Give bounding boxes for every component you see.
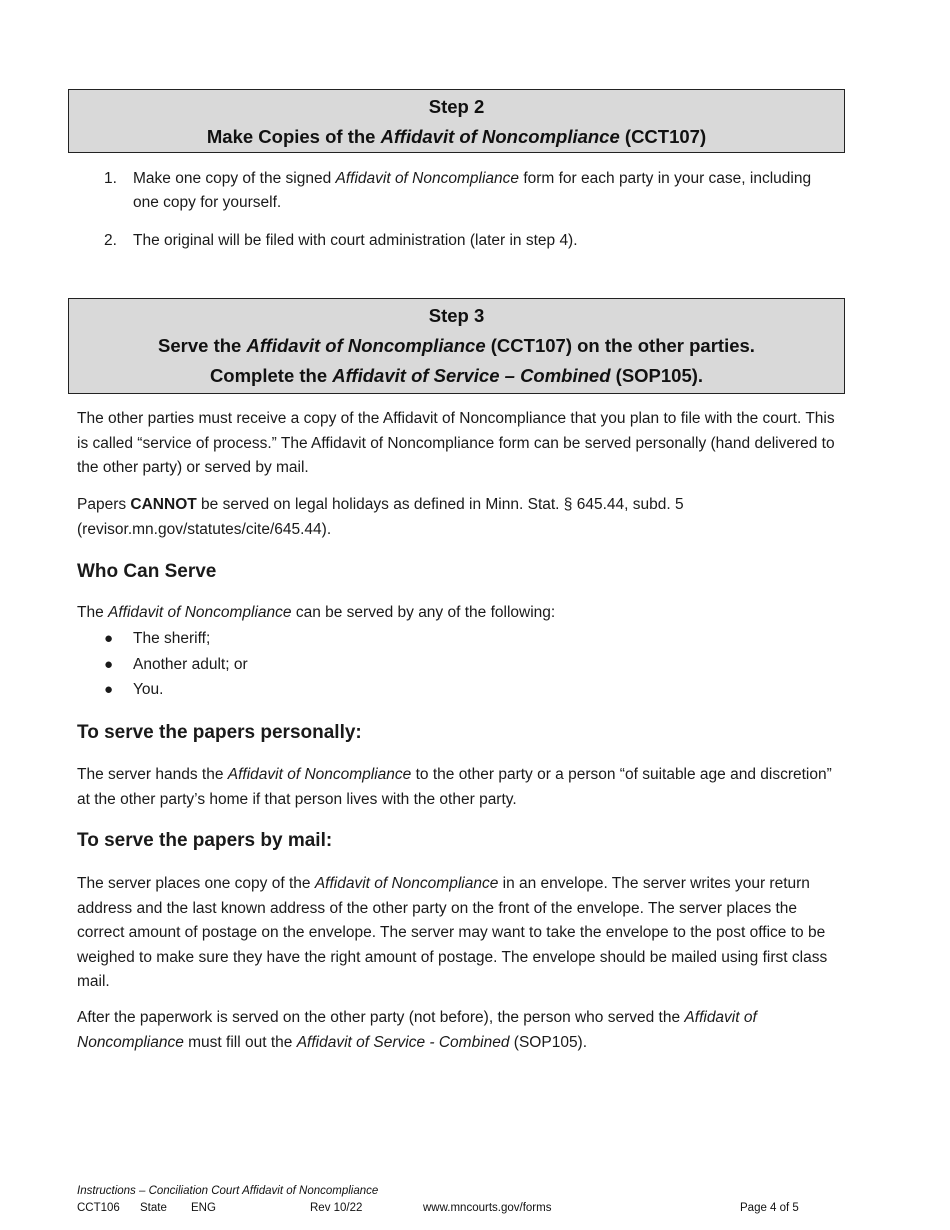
- serve-personally-heading: To serve the papers personally:: [77, 722, 362, 743]
- service-intro-paragraph: The other parties must receive a copy of the Affidavit of Noncompliance that you plan to file with the court. This is called “service of process.” The Affidavit of Noncompliance form can be served personally (hand delivered to the other party) or served by mail.: [77, 410, 835, 476]
- step-3-line-2: Serve the Affidavit of Noncompliance (CCT107) on the other parties.: [158, 335, 755, 356]
- step-3-heading: Step 3: [428, 305, 485, 326]
- step-2-title: Make Copies of the Affidavit of Noncompliance (CCT107): [206, 126, 707, 147]
- footer-jurisdiction: State: [140, 1202, 167, 1214]
- footer-form-code: CCT106: [77, 1202, 120, 1214]
- list-item: ● The sheriff;: [104, 626, 248, 652]
- list-item: 1. Make one copy of the signed Affidavit of Noncompliance form for each party in your case, including one copy for yourself.: [104, 170, 812, 211]
- serve-by-mail-heading: To serve the papers by mail:: [77, 830, 333, 851]
- footer-language: ENG: [191, 1202, 216, 1214]
- step-3-header: [68, 298, 845, 394]
- footer-info-row: [77, 1202, 837, 1218]
- who-can-serve-heading: Who Can Serve: [77, 561, 217, 582]
- footer-title: Instructions – Conciliation Court Affidavit of Noncompliance: [77, 1185, 379, 1197]
- step-2-header: [68, 89, 845, 153]
- holidays-paragraph: Papers CANNOT be served on legal holidays as defined in Minn. Stat. § 645.44, subd. 5 (revisor.mn.gov/statutes/cite/645.44).: [77, 496, 684, 538]
- bullet-icon: ●: [104, 681, 114, 698]
- serve-personally-paragraph: The server hands the Affidavit of Noncompliance to the other party or a person “of suitable age and discretion” at the other party’s home if that person lives with the other party.: [77, 766, 832, 808]
- step-3-line-3: Complete the Affidavit of Service – Combined (SOP105).: [209, 365, 704, 386]
- who-can-serve-intro: The Affidavit of Noncompliance can be served by any of the following:: [77, 604, 556, 621]
- serve-by-mail-paragraph: The server places one copy of the Affidavit of Noncompliance in an envelope. The server writes your return address and the last known address of the other party on the front of the envelope. The server places the correct amount of postage on the envelope. The server may want to take the envelope to the post office to be weighed to make sure they have the right amount of postage. The envelope should be mailed using first class mail.: [77, 875, 828, 990]
- step-2-heading: Step 2: [428, 96, 485, 117]
- after-service-paragraph: After the paperwork is served on the other party (not before), the person who served the Affidavit of Noncompliance must fill out the Affidavit of Service - Combined (SOP105).: [77, 1009, 757, 1051]
- list-item: 2. The original will be filed with court administration (later in step 4).: [104, 232, 578, 249]
- bullet-icon: ●: [104, 655, 114, 673]
- bullet-icon: ●: [104, 630, 114, 647]
- footer-page-number: Page 4 of 5: [740, 1202, 799, 1214]
- server-bullet-list: [104, 626, 248, 703]
- footer-revision: Rev 10/22: [310, 1202, 363, 1214]
- step-2-list: [104, 167, 824, 253]
- list-item: ● You.: [104, 677, 248, 703]
- list-item: ● Another adult; or: [104, 652, 248, 678]
- footer-website: www.mncourts.gov/forms: [423, 1202, 552, 1214]
